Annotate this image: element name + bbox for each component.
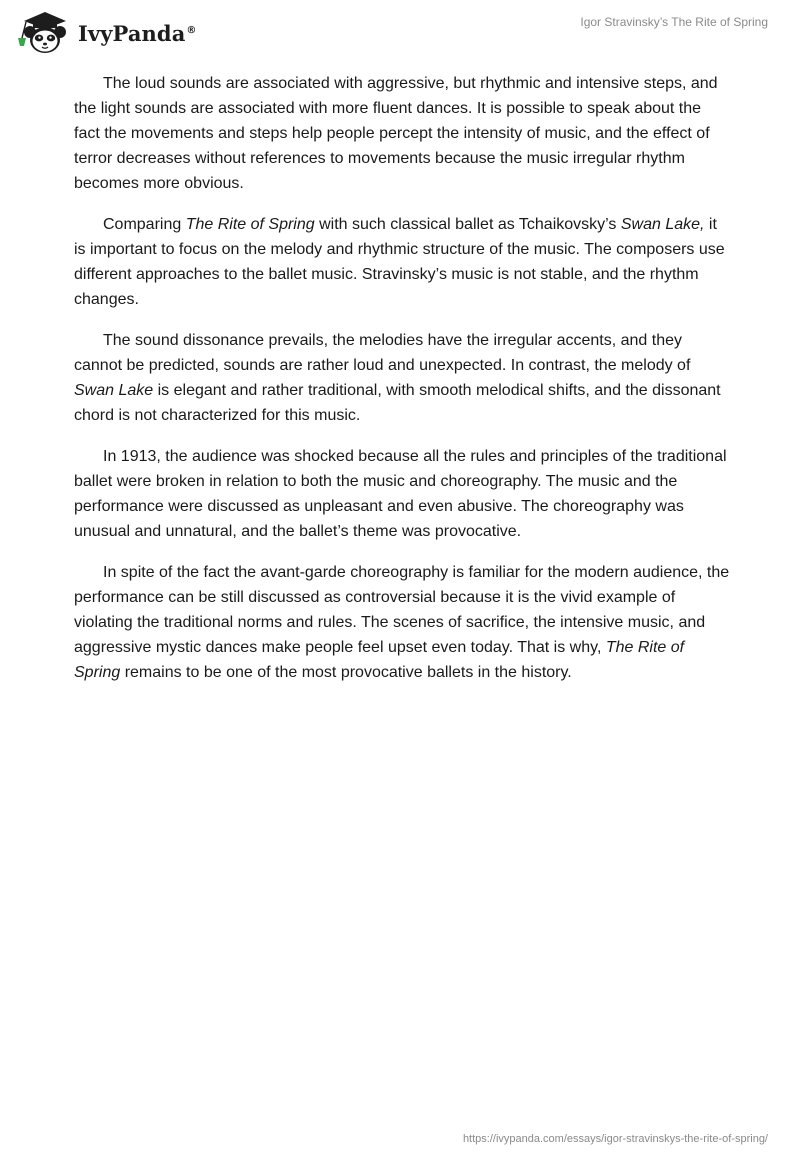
paragraph-5 (74, 560, 730, 685)
paragraph-3 (74, 328, 730, 428)
paragraph-text: The loud sounds are associated with aggressive, but rhythmic and intensive steps, and the light sounds are associated with more fluent dances. It is possible to speak about the fact the movements and steps help people percept the intensity of music, and the effect of terror decreases without references to movements because the music irregular rhythm becomes more obvious. (74, 75, 718, 192)
paragraph-text: with such classical ballet as Tchaikovsky’s (314, 216, 621, 233)
work-title-rite-of-spring: The Rite of Spring (74, 639, 685, 681)
paragraph-text: In spite of the fact the avant-garde choreography is familiar for the modern audience, the performance can be still discussed as controversial because it is the vivid example of violating the traditional norms and rules. The scenes of sacrifice, the intensive music, and aggressive mystic dances make people feel upset even today. That is why, (74, 564, 730, 656)
panda-graduate-icon (14, 8, 76, 56)
paragraph-text: The sound dissonance prevails, the melodies have the irregular accents, and they cannot be predicted, sounds are rather loud and unexpected. In contrast, the melody of (74, 332, 691, 374)
paragraph-text: is elegant and rather traditional, with smooth melodical shifts, and the dissonant chord is not characterized for this music. (74, 382, 721, 424)
work-title-rite-of-spring: The Rite of Spring (185, 216, 315, 233)
brand-name-text: IvyPanda (78, 20, 186, 46)
essay-body (74, 71, 730, 701)
paragraph-4 (74, 444, 730, 544)
work-title-swan-lake: Swan Lake, (620, 216, 705, 233)
paragraph-text: it is important to focus on the melody and rhythmic structure of the music. The composers use different approaches to the ballet music. Stravinsky’s music is not stable, and the rhythm changes. (74, 216, 725, 308)
work-title-swan-lake: Swan Lake (74, 382, 154, 399)
document-title: Igor Stravinsky’s The Rite of Spring (580, 15, 768, 29)
paragraph-1 (74, 71, 730, 196)
paragraph-text: In 1913, the audience was shocked because all the rules and principles of the traditional ballet were broken in relation to both the music and choreography. The music and the performance were discussed as unpleasant and even abusive. The choreography was unusual and unnatural, and the ballet’s theme was provocative. (74, 448, 727, 540)
paragraph-text: Comparing (103, 216, 186, 233)
source-url[interactable]: https://ivypanda.com/essays/igor-stravinskys-the-rite-of-spring/ (462, 1133, 768, 1145)
paragraph-2 (74, 212, 730, 312)
ivypanda-logo[interactable] (14, 8, 197, 56)
page-header (0, 0, 800, 60)
registered-mark: ® (186, 24, 197, 36)
brand-name (78, 21, 197, 46)
paragraph-text: remains to be one of the most provocative ballets in the history. (120, 664, 572, 681)
